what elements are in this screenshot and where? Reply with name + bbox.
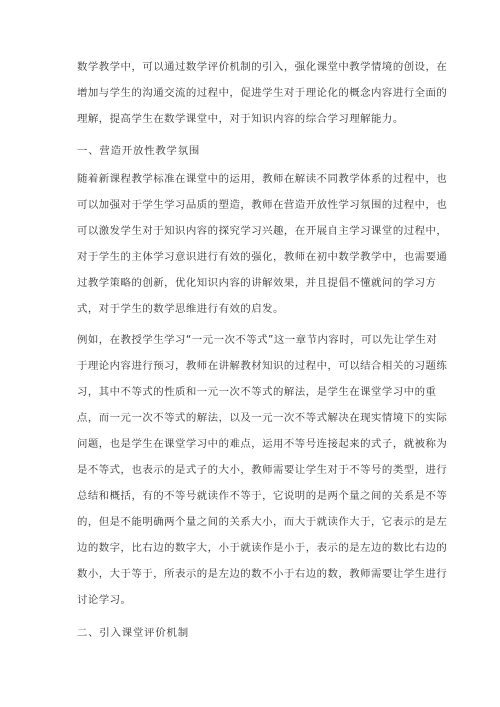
- paragraph-3-line-9: 边的数字，比右边的数字大，小于就读作是小于，表示的是左边的数比右边的: [77, 542, 448, 554]
- paragraph-2-line-3: 可以激发学生对于知识内容的探究学习兴趣，在开展自主学习课堂的过程中，: [77, 225, 448, 237]
- paragraph-2-line-5: 过教学策略的创新，优化知识内容的讲解效果，并且提倡不懂就问的学习方: [77, 277, 437, 289]
- paragraph-3-line-1: 例如，在教授学生学习“一元一次不等式”这一章节内容时，可以先让学生对: [77, 334, 438, 346]
- paragraph-1-line-3: 理解，提高学生在数学课堂中，对于知识内容的综合学习理解能力。: [77, 113, 404, 125]
- paragraph-2-line-2: 可以加强对于学生学习品质的塑造，教师在营造开放性学习氛围的过程中，也: [77, 199, 448, 211]
- paragraph-3-line-11: 讨论学习。: [77, 594, 132, 606]
- section-heading-1: 一、营造开放性教学氛围: [77, 145, 201, 157]
- paragraph-3-line-2: 于理论内容进行预习，教师在讲解教材知识的过程中，可以结合相关的习题练: [77, 360, 448, 372]
- paragraph-3-line-8: 的，但是不能明确两个量之间的关系大小，而大于就读作大于，它表示的是左: [77, 516, 448, 528]
- section-heading-2: 二、引入课堂评价机制: [77, 627, 189, 639]
- paragraph-2-line-1: 随着新课程教学标准在课堂中的运用，教师在解读不同教学体系的过程中，也: [77, 173, 448, 185]
- paragraph-3-line-3: 习，其中不等式的性质和一元一次不等式的解法，是学生在课堂学习中的重: [77, 386, 437, 398]
- paragraph-1-line-2: 增加与学生的沟通交流的过程中，促进学生对于理论化的概念内容进行全面的: [77, 87, 448, 99]
- paragraph-2-line-6: 式，对于学生的数学思维进行有效的启发。: [77, 303, 284, 315]
- paragraph-3-line-7: 总结和概括，有的不等号就读作不等于，它说明的是两个量之间的关系是不等: [77, 490, 448, 502]
- paragraph-3-line-10: 数小，大于等于，所表示的是左边的数不小于右边的数，教师需要让学生进行: [77, 568, 448, 580]
- paragraph-1-line-1: 数学教学中，可以通过数学评价机制的引入，强化课堂中教学情境的创设，在: [77, 61, 448, 73]
- paragraph-3-line-5: 问题，也是学生在课堂学习中的难点，运用不等号连接起来的式子，就被称为: [77, 438, 448, 450]
- paragraph-2-line-4: 对于学生的主体学习意识进行有效的强化，教师在初中数学教学中，也需要通: [77, 251, 448, 263]
- paragraph-3-line-4: 点，而一元一次不等式的解法，以及一元一次不等式解决在现实情境下的实际: [77, 412, 448, 424]
- paragraph-3-line-6: 是不等式，也表示的是式子的大小，教师需要让学生对于不等号的类型，进行: [77, 464, 448, 476]
